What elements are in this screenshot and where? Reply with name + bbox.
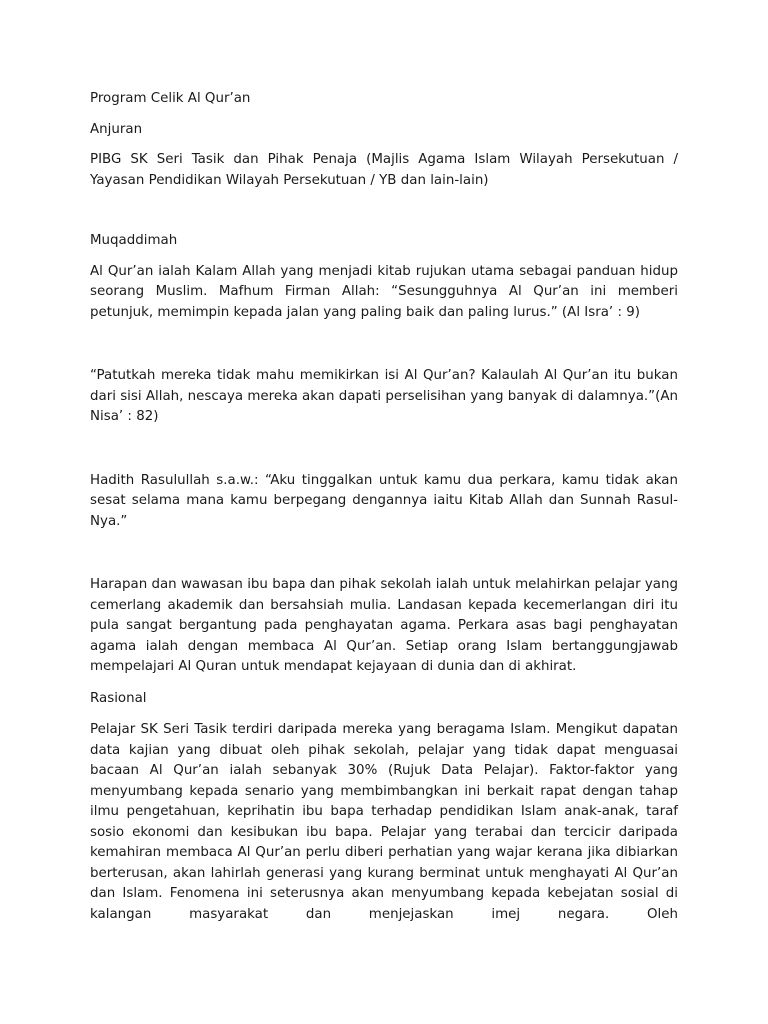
document-title: Program Celik Al Qur’an <box>90 91 251 106</box>
hadith-paragraph: Hadith Rasulullah s.a.w.: “Aku tinggalkan untuk kamu dua perkara, kamu tidak akan sesat selama mana kamu berpegang dengannya iaitu Kitab Allah dan Sunnah Rasul-Nya.” <box>90 472 678 529</box>
harapan-paragraph: Harapan dan wawasan ibu bapa dan pihak sekolah ialah untuk melahirkan pelajar yang cemerlang akademik dan bersahsiah mulia. Landasan kepada kecemerlangan diri itu pula sangat bergantung pada penghayatan agama. Perkara asas bagi penghayatan agama ialah dengan membaca Al Qur’an. Setiap orang Islam bertanggungjawab mempelajari Al Quran untuk mendapat kejayaan di dunia dan di akhirat. <box>90 577 678 674</box>
muqaddimah-heading: Muqaddimah <box>90 233 178 248</box>
muqaddimah-paragraph: Al Qur’an ialah Kalam Allah yang menjadi kitab rujukan utama sebagai panduan hidup seorang Muslim. Mafhum Firman Allah: “Sesungguhnya Al Qur’an ini memberi petunjuk, memimpin kepada jalan yang paling baik dan paling lurus.” (Al Isra’ : 9) <box>90 263 678 320</box>
rasional-paragraph: Pelajar SK Seri Tasik terdiri daripada mereka yang beragama Islam. Mengikut dapatan data kajian yang dibuat oleh pihak sekolah, pelajar yang tidak dapat menguasai bacaan Al Qur’an ialah sebanyak 30% (Rujuk Data Pelajar). Faktor-faktor yang menyumbang kepada senario yang membimbangkan ini berkait rapat dengan tahap ilmu pengetahuan, keprihatin ibu bapa terhadap pendidikan Islam anak-anak, taraf sosio ekonomi dan kesibukan ibu bapa. Pelajar yang terabai dan tercicir daripada kemahiran membaca Al Qur’an perlu diberi perhatian yang wajar kerana jika dibiarkan berterusan, akan lahirlah generasi yang kurang berminat untuk menghayati Al Qur’an dan Islam. Fenomena ini seterusnya akan menyumbang kepada kebejatan sosial di kalangan masyarakat dan menjejaskan imej negara. Oleh <box>90 722 678 922</box>
anjuran-heading: Anjuran <box>90 121 143 137</box>
quote-an-nisa-paragraph: “Patutkah mereka tidak mahu memikirkan isi Al Qur’an? Kalaulah Al Qur’an itu bukan dari sisi Allah, nescaya mereka akan dapati perselisihan yang banyak di dalamnya.”(An Nisa’ : 82) <box>90 368 678 424</box>
rasional-heading: Rasional <box>90 690 147 706</box>
anjuran-paragraph: PIBG SK Seri Tasik dan Pihak Penaja (Majlis Agama Islam Wilayah Persekutuan / Yayasan Pendidikan Wilayah Persekutuan / YB dan lain-lain) <box>90 152 678 188</box>
document-page <box>90 89 678 925</box>
